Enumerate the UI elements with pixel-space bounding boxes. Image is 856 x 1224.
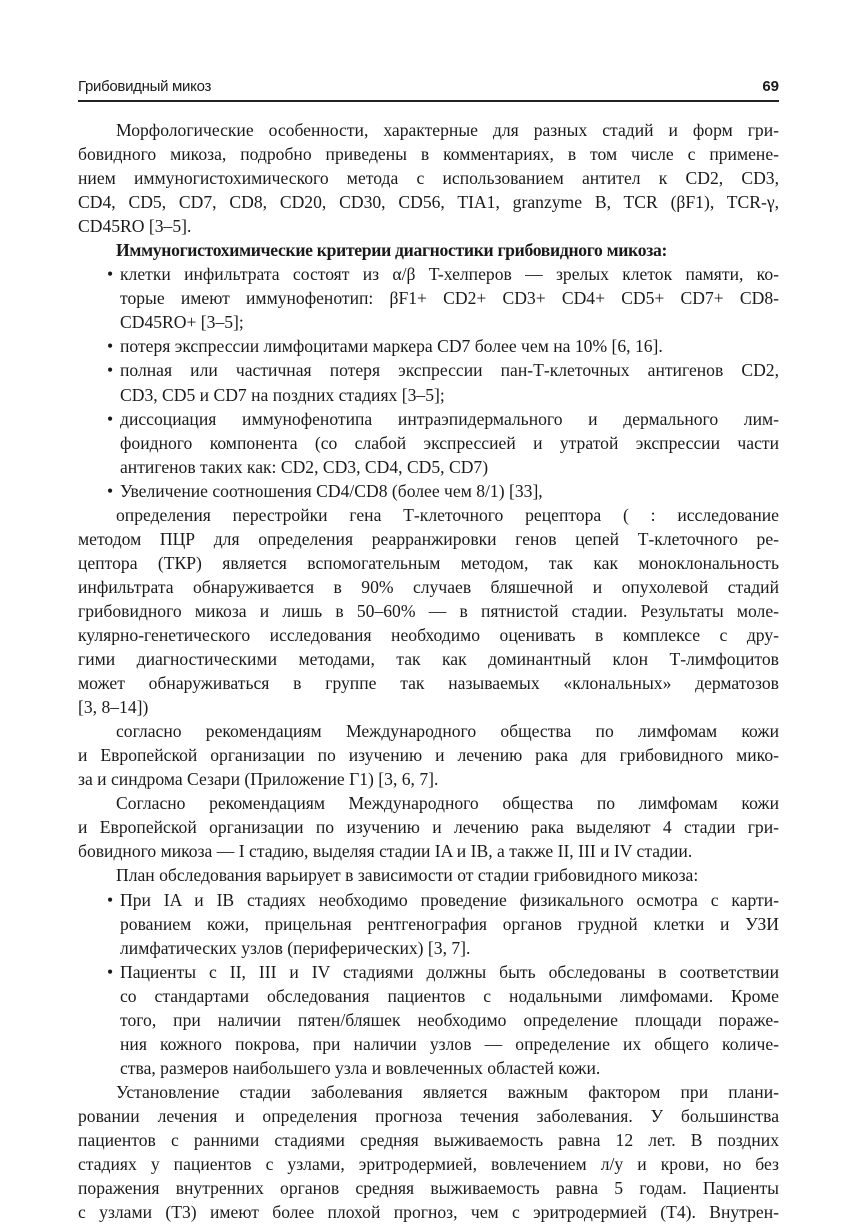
text-line: рованием кожи, прицельная рентгенография органов грудной клетки и УЗИ (120, 913, 779, 934)
text-line: цептора (ТКР) является вспомогательным методом, так как моноклональность (78, 552, 779, 573)
text-line: При IA и IB стадиях необходимо проведение физикального осмотра с карти- • (78, 888, 779, 912)
text-line: антигенов таких как: CD2, CD3, CD4, CD5, CD7) (120, 456, 489, 477)
text-line: с узлами (Т3) имеют более плохой прогноз, чем с эритродермией (Т4). Внутрен- (78, 1202, 779, 1223)
text-line: за и синдрома Сезари (Приложение Г1) [3, 6, 7]. (78, 769, 439, 790)
bullet-icon: • (107, 961, 114, 982)
paragraph (78, 719, 779, 791)
text-line: пациентов с ранними стадиями средняя выживаемость равна 12 лет. В поздних (78, 1129, 779, 1150)
bullet-icon: • (107, 336, 114, 357)
text-line: методом ПЦР для определения реарранжировки генов цепей Т-клеточного ре- (78, 528, 779, 549)
text-line: определения перестройки гена Т-клеточного рецептора ( : исследование (116, 504, 779, 525)
text-line: лимфатических узлов (периферических) [3, 7]. (120, 937, 471, 958)
text-line: [3, 8–14]) (78, 697, 149, 718)
text-line: План обследования варьирует в зависимости от стадии грибовидного микоза: (116, 865, 699, 886)
running-header (78, 76, 779, 102)
text-line: CD4, CD5, CD7, CD8, CD20, CD30, CD56, TIA1, granzyme B, TCR (βF1), TCR-γ, (78, 192, 779, 213)
text-line: Увеличение соотношения CD4/CD8 (более чем 8/1) [33], • (78, 479, 779, 503)
text-line: грибовидного микоза и лишь в 50–60% — в пятнистой стадии. Результаты моле- (78, 600, 779, 621)
text-line: Иммуногистохимические критерии диагностики грибовидного микоза: (116, 240, 668, 261)
text-line: и Европейской организации по изучению и лечению рака выделяют 4 стадии гри- (78, 817, 779, 838)
text-line: согласно рекомендациям Международного общества по лимфомам кожи (116, 721, 779, 742)
text-line: CD45RO [3–5]. (78, 216, 192, 237)
text-line: Согласно рекомендациям Международного общества по лимфомам кожи (116, 793, 779, 814)
bullet-item (78, 479, 779, 503)
bullet-icon: • (107, 408, 114, 429)
text-line: клетки инфильтрата состоят из α/β T-хелперов — зрелых клеток памяти, ко- • (78, 262, 779, 286)
text-line: ства, размеров наибольшего узла и вовлеченных областей кожи. (120, 1057, 601, 1078)
text-line: потеря экспрессии лимфоцитами маркера CD7 более чем на 10% [6, 16]. • (78, 334, 779, 358)
bullet-icon: • (107, 480, 114, 501)
bullet-item (78, 334, 779, 358)
bullet-item (78, 407, 779, 479)
text-line: Пациенты с II, III и IV стадиями должны быть обследованы в соответствии • (78, 960, 779, 984)
page-body (78, 118, 779, 1224)
text-line: ния кожного покрова, при наличии узлов — определение их общего количе- (120, 1033, 779, 1054)
paragraph (78, 791, 779, 863)
text-line: инфильтрата обнаруживается в 90% случаев бляшечной и опухолевой стадий (78, 576, 779, 597)
text-line: бовидного микоза — I стадию, выделяя стадии IA и IB, а также II, III и IV стадии. (78, 841, 693, 862)
bullet-item (78, 888, 779, 960)
text-line: фоидного компонента (со слабой экспрессией и утратой экспрессии части (120, 432, 779, 453)
bullet-item (78, 262, 779, 334)
text-line: CD3, CD5 и CD7 на поздних стадиях [3–5]; (120, 384, 445, 405)
page-number: 69 (762, 78, 779, 95)
text-line: того, при наличии пятен/бляшек необходимо определение площади пораже- (120, 1009, 779, 1030)
paragraph (78, 1080, 779, 1224)
text-line: Морфологические особенности, характерные для разных стадий и форм гри- (116, 120, 779, 140)
paragraph (78, 863, 779, 887)
bullet-icon: • (107, 889, 114, 910)
text-line: торые имеют иммунофенотип: βF1+ CD2+ CD3+ CD4+ CD5+ CD7+ CD8- (120, 288, 779, 309)
bullet-icon: • (107, 360, 114, 381)
text-line: бовидного микоза, подробно приведены в комментариях, в том числе с примене- (78, 144, 779, 165)
section-heading (78, 238, 779, 262)
text-line: поражения внутренних органов средняя выживаемость равна 5 годам. Пациенты (78, 1178, 779, 1199)
paragraph (78, 503, 779, 719)
text-line: может обнаруживаться в группе так называемых «клональных» дерматозов (78, 673, 779, 694)
text-line: кулярно-генетического исследования необходимо оценивать в комплексе с дру- (78, 624, 779, 645)
text-line: ровании лечения и определения прогноза течения заболевания. У большинства (78, 1105, 779, 1126)
text-line: и Европейской организации по изучению и лечению рака для грибовидного мико- (78, 745, 779, 766)
text-line: стадиях у пациентов с узлами, эритродермией, вовлечением л/у и крови, но без (78, 1154, 779, 1175)
text-line: со стандартами обследования пациентов с нодальными лимфомами. Кроме (120, 985, 779, 1006)
bullet-icon: • (107, 264, 114, 285)
text-line: CD45RO+ [3–5]; (120, 312, 244, 333)
bullet-item (78, 358, 779, 406)
text-line: нием иммуногистохимического метода с использованием антител к CD2, CD3, (78, 168, 779, 189)
running-header-title: Грибовидный микоз (78, 78, 212, 95)
text-line: Установление стадии заболевания является важным фактором при плани- (116, 1081, 779, 1102)
text-line: гими диагностическими методами, так как доминантный клон Т-лимфоцитов (78, 649, 779, 670)
bullet-item (78, 960, 779, 1080)
text-line: полная или частичная потеря экспрессии пан-Т-клеточных антигенов CD2, • (78, 358, 779, 382)
paragraph (78, 118, 779, 238)
text-line: диссоциация иммунофенотипа интраэпидермального и дермального лим- • (78, 407, 779, 431)
